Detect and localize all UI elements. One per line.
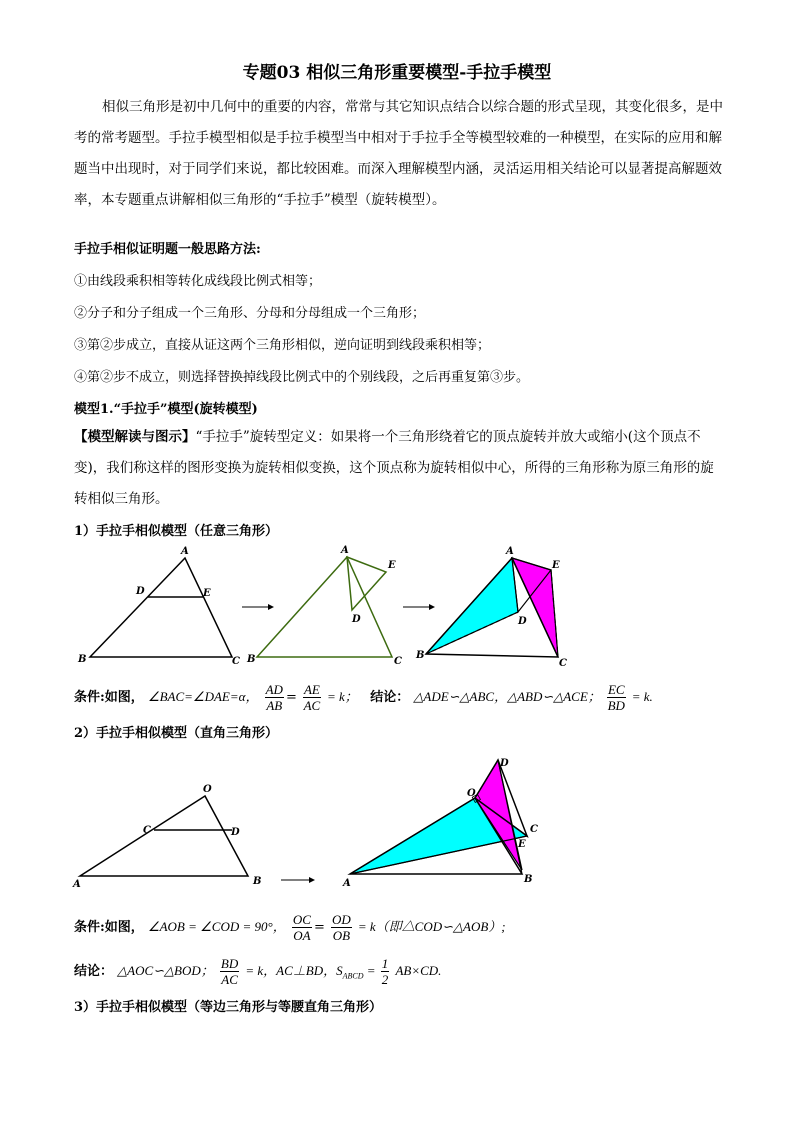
svg-text:B: B [524, 874, 533, 885]
sub2-heading: 2）手拉手相似模型（直角三角形） [74, 726, 279, 741]
fraction-bd-ac: $\frac{BD}{AC}$ [220, 956, 239, 987]
svg-text:B: B [253, 876, 262, 887]
fig1-triangle-colored [415, 546, 567, 669]
svg-text:A: A [181, 546, 189, 557]
definition-tag: 【模型解读与图示】 [74, 429, 196, 445]
sub1-conditions: 条件:如图， ∠BAC=∠DAE=α， $\frac{AD}{AB}$ = $\frac{AE}{AC}$ = k； 结论： △ADE∽△ABC，△ABD∽△ACE； $\frac{EC}{BD}$ = k. [74, 682, 653, 713]
fig2-triangle-original [72, 784, 261, 890]
fraction-ae-ac: $\frac{AE}{AC}$ [303, 682, 321, 713]
svg-text:E: E [203, 588, 211, 599]
sub2-conclusion: 结论： △AOC∽△BOD； $\frac{BD}{AC}$ = k，AC⊥BD，$S_{ABCD}$ = $\frac{1}{2}$ AB×CD. [74, 956, 442, 987]
model1-heading: 模型1.“手拉手”模型(旋转模型) [74, 402, 258, 417]
fraction-od-ob: $\frac{OD}{OB}$ [331, 912, 351, 943]
model1-definition [74, 422, 724, 515]
fraction-oc-oa: $\frac{OC}{OA}$ [292, 912, 311, 943]
figure-1-arbitrary-triangle [70, 540, 570, 670]
definition-text: “手拉手”旋转型定义：如果将一个三角形绕着它的顶点旋转并放大或缩小(这个顶点不变)，我们称这样的图形变换为旋转相似变换，这个顶点称为旋转相似中心，所得的三角形称为原三角形的旋转相似三角形。 [74, 429, 714, 507]
fig2-triangle-colored [342, 758, 538, 889]
sub1-heading: 1）手拉手相似模型（任意三角形） [74, 524, 279, 539]
svg-text:D: D [518, 616, 527, 627]
svg-text:C: C [143, 825, 151, 836]
svg-text:B: B [416, 650, 425, 661]
figure-2-right-triangle [70, 750, 560, 895]
svg-text:C: C [232, 656, 240, 667]
svg-text:E: E [518, 839, 526, 850]
svg-text:D: D [231, 827, 240, 838]
svg-text:D: D [352, 614, 361, 625]
svg-text:D: D [136, 586, 145, 597]
svg-text:B: B [247, 654, 256, 665]
svg-text:D: D [500, 758, 509, 769]
arrow-2 [403, 604, 435, 610]
svg-text:E: E [552, 560, 560, 571]
fraction-ec-bd: $\frac{EC}{BD}$ [607, 682, 625, 713]
svg-text:C: C [530, 824, 538, 835]
svg-text:O: O [203, 784, 212, 795]
arrow-3 [281, 877, 315, 883]
intro-paragraph: 相似三角形是初中几何中的重要的内容，常常与其它知识点结合以综合题的形式呈现，其变化很多，是中考的常考题型。手拉手模型相似是手拉手模型当中相对于手拉手全等模型较难的一种模型，在实际的应用和解题当中出现时，对于同学们来说，都比较困难。而深入理解模型内涵，灵活运用相关结论可以显著提高解题效率，本专题重点讲解相似三角形的“手拉手”模型（旋转模型）。 [74, 99, 723, 208]
arrow-1 [242, 604, 274, 610]
svg-text:C: C [394, 656, 402, 667]
svg-text:A: A [73, 879, 81, 890]
fraction-ad-ab: $\frac{AD}{AB}$ [265, 682, 283, 713]
method-step-1: ①由线段乘积相等转化成线段比例式相等； [74, 274, 322, 289]
sub3-heading: 3）手拉手相似模型（等边三角形与等腰直角三角形） [74, 1000, 383, 1015]
page-title: 专题03 相似三角形重要模型-手拉手模型 [242, 63, 552, 83]
method-step-3: ③第②步成立，直接从证这两个三角形相似，逆向证明到线段乘积相等； [74, 338, 491, 353]
svg-text:B: B [78, 654, 87, 665]
svg-text:C: C [559, 658, 567, 669]
svg-text:O: O [467, 788, 476, 799]
fraction-one-half: $\frac{1}{2}$ [381, 956, 389, 987]
svg-text:A: A [341, 545, 349, 556]
svg-text:E: E [388, 560, 396, 571]
method-step-2: ②分子和分子组成一个三角形、分母和分母组成一个三角形； [74, 306, 426, 321]
sub2-conditions: 条件:如图， ∠AOB = ∠COD = 90°， $\frac{OC}{OA}$ = $\frac{OD}{OB}$ = k（即△COD∽△AOB）; [74, 912, 506, 943]
svg-text:A: A [506, 546, 514, 557]
svg-text:A: A [343, 878, 351, 889]
method-heading: 手拉手相似证明题一般思路方法: [74, 242, 261, 257]
fig1-triangle-original [77, 546, 240, 667]
method-step-4: ④第②步不成立，则选择替换掉线段比例式中的个别线段，之后再重复第③步。 [74, 370, 530, 385]
